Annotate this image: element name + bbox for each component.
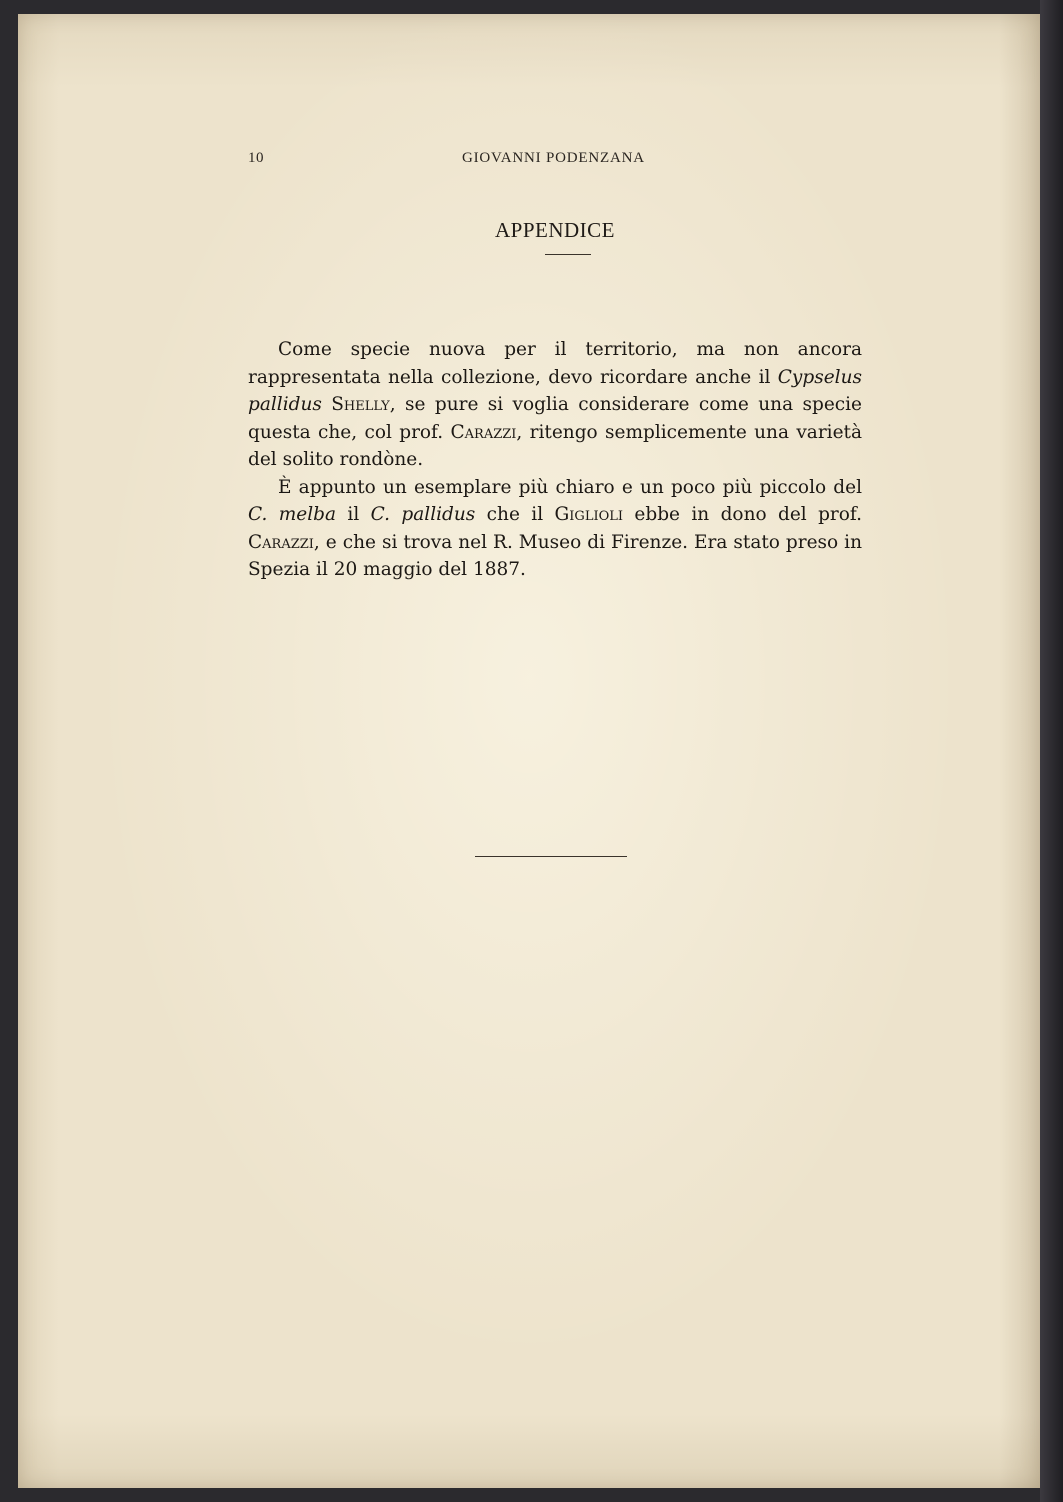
species-name: Cypselus pallidus bbox=[248, 366, 862, 415]
page-number: 10 bbox=[248, 150, 264, 166]
species-name: C. pallidus bbox=[370, 504, 476, 525]
binding-edge bbox=[1040, 0, 1063, 1502]
author-name: Carazzi bbox=[248, 531, 314, 553]
author-name: Shelly bbox=[331, 394, 390, 415]
running-head: GIOVANNI PODENZANA bbox=[462, 150, 645, 166]
paragraph-2: È appunto un esemplare più chiaro e un poco più piccolo del C. melba il C. pallidus che il Giglioli ebbe in dono del prof. Carazzi, e che si trova nel R. Museo di Firenze. Era stato preso in Spezia il 20 maggio del 1887. bbox=[248, 476, 862, 580]
end-rule bbox=[475, 856, 627, 857]
section-title: APPENDICE bbox=[494, 218, 615, 242]
body-text bbox=[248, 336, 862, 584]
paragraph-1: Come specie nuova per il territorio, ma non ancora rappresentata nella collezione, devo ricordare anche il Cypselus pallidus Shelly, se pure si voglia considerare come una specie questa che, col prof. Carazzi, ritengo semplicemente una varietà del solito rondòne. bbox=[248, 339, 862, 470]
title-rule bbox=[545, 254, 591, 255]
page-header bbox=[248, 150, 862, 174]
species-name: C. melba bbox=[248, 504, 337, 525]
author-name: Carazzi bbox=[450, 421, 517, 443]
author-name: Giglioli bbox=[554, 504, 624, 525]
